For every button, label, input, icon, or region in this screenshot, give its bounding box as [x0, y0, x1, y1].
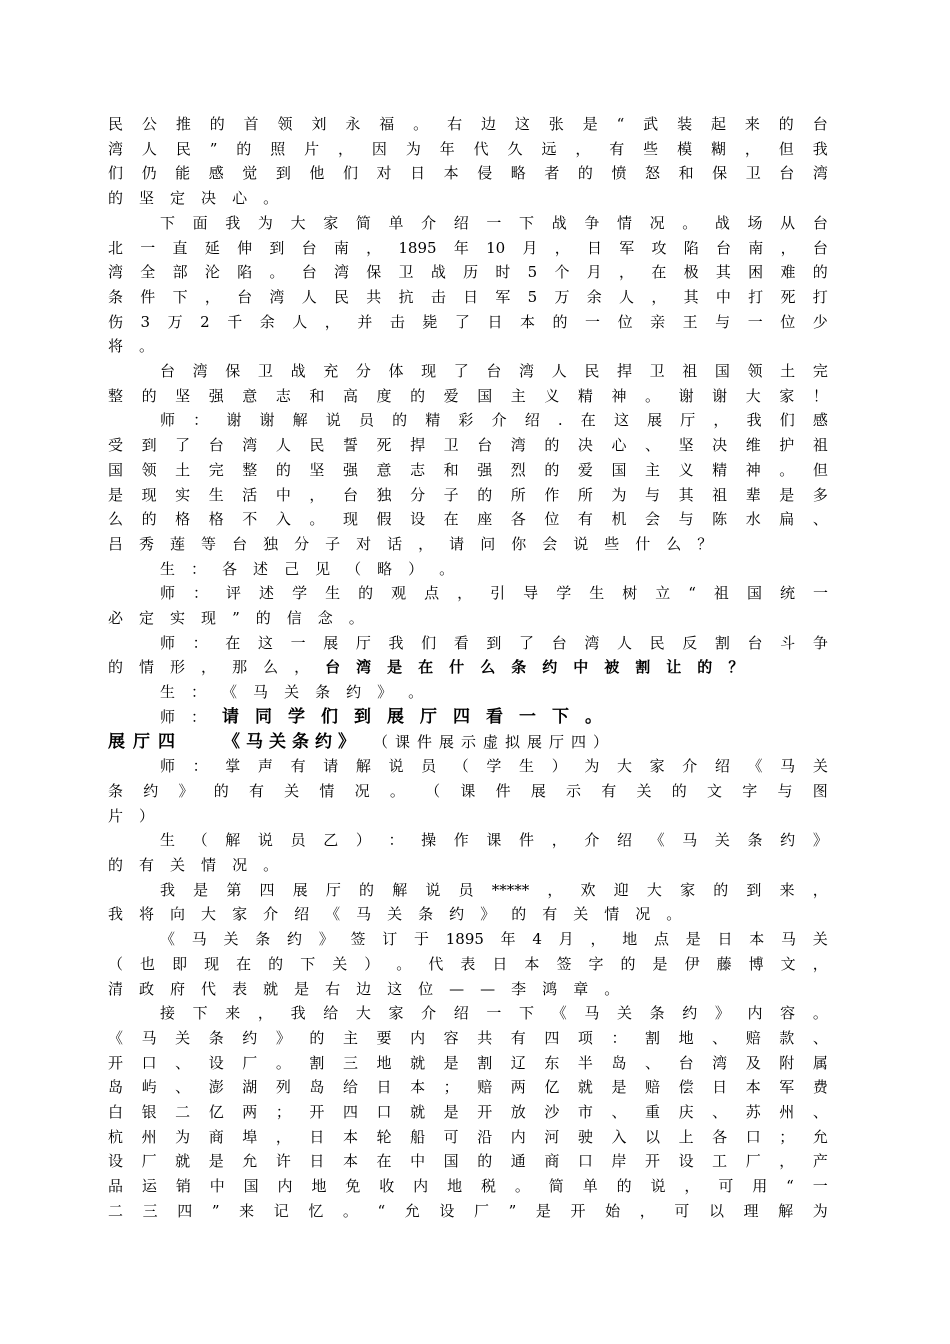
- text-line: 整 的 坚 强 意 志 和 高 度 的 爱 国 主 义 精 神 。 谢 谢 大 家 ！: [108, 386, 828, 405]
- text-line: [108, 730, 828, 755]
- text-line: 师 ： 请 同 学 们 到 展 厅 四 看 一 下 。: [160, 706, 603, 727]
- text-line: 《 马 关 条 约 》 签 订 于 1895 年 4 月 ， 地 点 是 日 本 马 关: [160, 930, 828, 949]
- text-line: 生 ： 各 述 己 见 （ 略 ） 。: [160, 559, 455, 578]
- text-line: 白 银 二 亿 两 ； 开 四 口 就 是 开 放 沙 市 、 重 庆 、 苏 州 、: [108, 1103, 828, 1121]
- text-line: 片 ）: [108, 806, 155, 825]
- text-line: 开 口 、 设 厂 。 割 三 地 就 是 割 辽 东 半 岛 、 台 湾 及 附 属: [108, 1053, 828, 1072]
- text-line: 接 下 来 ， 我 给 大 家 介 绍 一 下 《 马 关 条 约 》 内 容 。: [160, 1004, 828, 1023]
- section-title: 《马关条约》: [223, 731, 361, 752]
- text-line: 将 。: [108, 337, 155, 356]
- text-line: 下 面 我 为 大 家 简 单 介 绍 一 下 战 争 情 况 。 战 场 从 台: [160, 213, 828, 232]
- text-line: 湾 人 民 ” 的 照 片 ， 因 为 年 代 久 远 ， 有 些 模 糊 ， 但 我: [108, 139, 828, 158]
- text-line: 岛 屿 、 澎 湖 列 岛 给 日 本 ； 赔 两 亿 就 是 赔 偿 日 本 军 费: [108, 1078, 828, 1097]
- text-line: 的 有 关 情 况 。: [108, 856, 279, 874]
- text-line: 必 定 实 现 ” 的 信 念 。: [108, 609, 364, 627]
- text-line: 湾 全 部 沦 陷 。 台 湾 保 卫 战 历 时 5 个 月 ， 在 极 其 困 难 的: [108, 263, 828, 282]
- text-line: 么 的 格 格 不 入 。 现 假 设 在 座 各 位 有 机 会 与 陈 水 扁 、: [108, 510, 828, 529]
- text-line: 师 ： 谢 谢 解 说 员 的 精 彩 介 绍 . 在 这 展 厅 ， 我 们 感: [160, 411, 828, 430]
- text-line: 北 一 直 延 伸 到 台 南 ， 1895 年 10 月 ， 日 军 攻 陷 台 南 ， 台: [108, 238, 828, 257]
- text-line: 是 现 实 生 活 中 ， 台 独 分 子 的 所 作 所 为 与 其 祖 辈 是 多: [108, 485, 828, 504]
- text-line: 生 ： 《 马 关 条 约 》 。: [160, 683, 424, 702]
- text-line: 品 运 销 中 国 内 地 免 收 内 地 税 。 简 单 的 说 ， 可 用 “ 一: [108, 1177, 828, 1196]
- section-note: （课件展示虚拟展厅四）: [373, 732, 616, 751]
- text-line: 条 约 》 的 有 关 情 况 。 （ 课 件 展 示 有 关 的 文 字 与 图: [108, 781, 828, 800]
- text-line: 吕 秀 莲 等 台 独 分 子 对 话 ， 请 问 你 会 说 些 什 么 ？: [108, 534, 713, 553]
- text-line: 杭 州 为 商 埠 ， 日 本 轮 船 可 沿 内 河 驶 入 以 上 各 口 ； 允: [108, 1127, 828, 1146]
- text-line: 的 坚 定 决 心 。: [108, 189, 279, 208]
- text-line: 条 件 下 ， 台 湾 人 民 共 抗 击 日 军 5 万 余 人 ， 其 中 打 死 打: [108, 287, 828, 306]
- text-line: 伤 3 万 2 千 余 人 ， 并 击 毙 了 日 本 的 一 位 亲 王 与 一 位 少: [108, 312, 828, 331]
- section-heading: 展厅四: [108, 731, 183, 752]
- text-line: 我 是 第 四 展 厅 的 解 说 员 ***** ， 欢 迎 大 家 的 到 来 ，: [160, 880, 828, 899]
- text-line: 清 政 府 代 表 就 是 右 边 这 位 — — 李 鸿 章 。: [108, 979, 620, 998]
- text-line: 受 到 了 台 湾 人 民 誓 死 捍 卫 台 湾 的 决 心 、 坚 决 维 护 祖: [108, 436, 828, 455]
- text-line: 民 公 推 的 首 领 刘 永 福 。 右 边 这 张 是 “ 武 装 起 来 的 台: [108, 115, 828, 133]
- text-line: 二 三 四 ” 来 记 忆 。 “ 允 设 厂 ” 是 开 始 ， 可 以 理 解 为: [108, 1201, 828, 1220]
- text-line: 国 领 土 完 整 的 坚 强 意 志 和 强 烈 的 爱 国 主 义 精 神 。 但: [108, 460, 828, 479]
- text-line: 师 ： 评 述 学 生 的 观 点 ， 引 导 学 生 树 立 “ 祖 国 统 一: [160, 584, 828, 603]
- text-line: 的 情 形 ， 那 么 ， 台 湾 是 在 什 么 条 约 中 被 割 让 的 ？: [108, 658, 744, 677]
- text-line: 台 湾 保 卫 战 充 分 体 现 了 台 湾 人 民 捍 卫 祖 国 领 土 完: [160, 362, 828, 380]
- text-line: 师 ： 在 这 一 展 厅 我 们 看 到 了 台 湾 人 民 反 割 台 斗 争: [160, 633, 828, 652]
- text-line: （ 也 即 现 在 的 下 关 ） 。 代 表 日 本 签 字 的 是 伊 藤 博 文 ，: [108, 954, 828, 973]
- text-line: 们 仍 能 感 觉 到 他 们 对 日 本 侵 略 者 的 愤 怒 和 保 卫 台 湾: [108, 164, 828, 183]
- text-line: 我 将 向 大 家 介 绍 《 马 关 条 约 》 的 有 关 情 况 。: [108, 905, 682, 924]
- text-line: 师 ： 掌 声 有 请 解 说 员 （ 学 生 ） 为 大 家 介 绍 《 马 关: [160, 757, 828, 776]
- text-line: 设 厂 就 是 允 许 日 本 在 中 国 的 通 商 口 岸 开 设 工 厂 ， 产: [108, 1152, 828, 1171]
- text-line: 生 （ 解 说 员 乙 ） ： 操 作 课 件 ， 介 绍 《 马 关 条 约 》: [160, 831, 828, 850]
- text-line: 《 马 关 条 约 》 的 主 要 内 容 共 有 四 项 ： 割 地 、 赔 款 、: [108, 1028, 828, 1047]
